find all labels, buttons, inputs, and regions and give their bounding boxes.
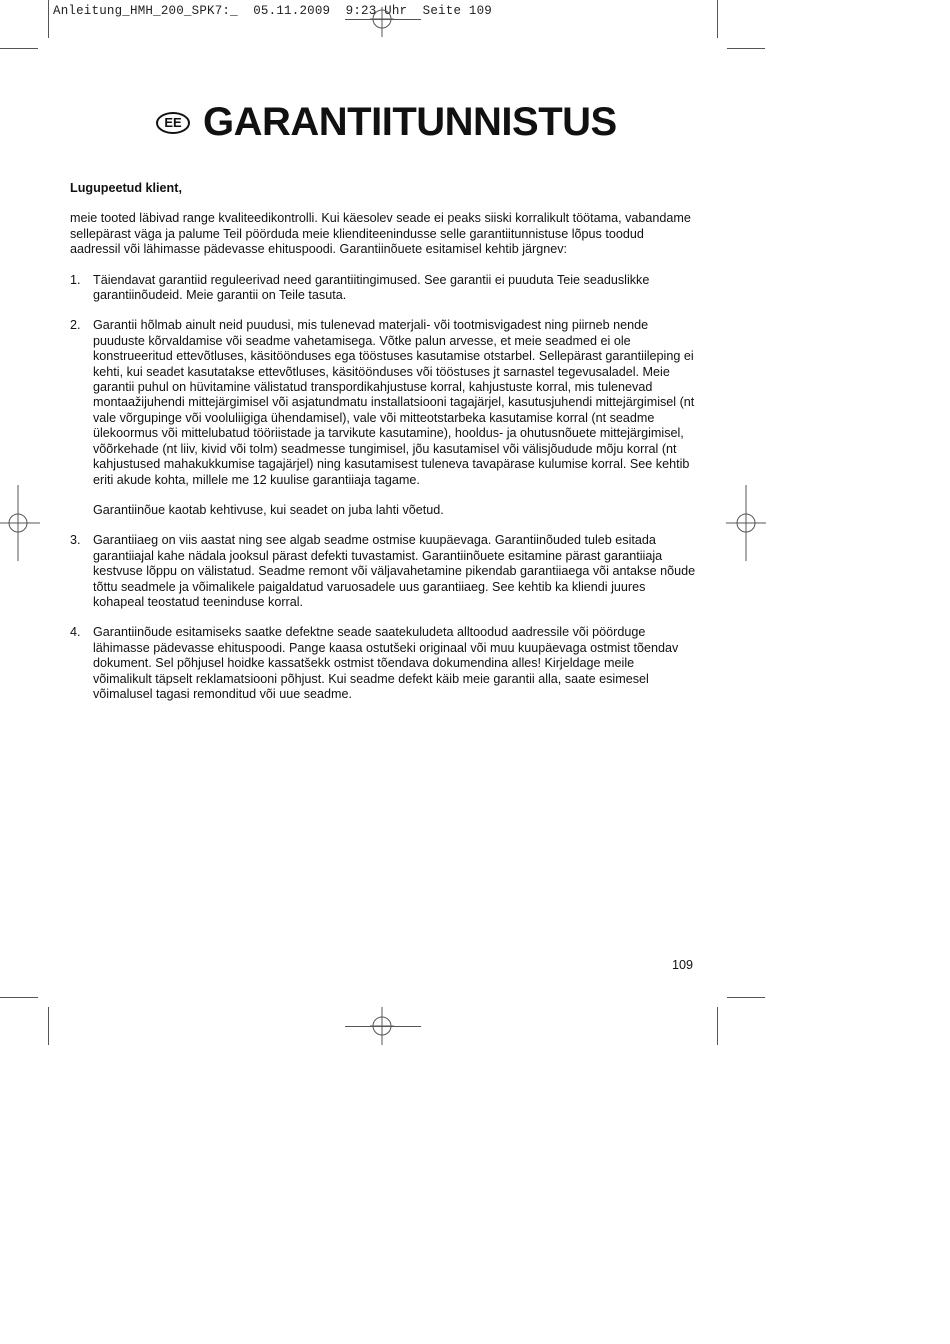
list-item-text: Garantiinõude esitamiseks saatke defektne seade saatekuludeta alltoodud aadressile või pöörduge lähimasse pädevasse ehituspoodi. Pange kaasa ostutšeki originaal või muu kuupäevaga ostmist tõendav dokument. Sel põhjusel hoidke kassatšekk ostmist tõendava dokumendina alles! Kirjeldage meile võimalikult täpselt reklamatsiooni põhjust. Kui seadme defekt käib meie garantii alla, saate esimesel võimalusel tagasi remonditud või uue seadme.	[93, 625, 679, 701]
intro-paragraph: meie tooted läbivad range kvaliteedikontrolli. Kui käesolev seade ei peaks siiski korralikult töötama, vabandame sellepärast väga ja palume Teil pöörduda meie klienditeenindusse selle garantiitunnistuse lõpus toodud aadressil või lähimasse pädevasse ehituspoodi. Garantiinõuete esitamisel kehtib järgnev:	[70, 211, 691, 257]
list-item	[70, 318, 696, 518]
crop-mark-bottom-left-vertical	[48, 1007, 49, 1045]
salutation: Lugupeetud klient,	[70, 181, 182, 195]
crop-mark-top-right-vertical	[717, 0, 718, 38]
list-item-text: Täiendavat garantiid reguleerivad need garantiitingimused. See garantii ei puuduta Teie seaduslikke garantiinõudeid. Meie garantii on Teile tasuta.	[93, 272, 650, 303]
crop-mark-bottom-right-vertical	[717, 1007, 718, 1045]
registration-target-right-icon	[726, 485, 766, 561]
page-title: GARANTIITUNNISTUS	[203, 100, 617, 144]
list-item-text: Garantiinõue kaotab kehtivuse, kui seadet on juba lahti võetud.	[93, 502, 444, 517]
document-body	[70, 181, 696, 717]
crop-mark-bottom-right-horizontal	[727, 997, 765, 998]
list-item	[70, 273, 696, 304]
page-number: 109	[672, 958, 694, 972]
registration-target-left-icon	[0, 485, 40, 561]
list-item-number: 2.	[70, 318, 81, 333]
registration-target-bottom-icon	[370, 1007, 394, 1045]
list-item	[70, 533, 696, 610]
list-item-text: Garantiiaeg on viis aastat ning see algab seadme ostmise kuupäevaga. Garantiinõuded tuleb esitada garantiiajal kahe nädala jooksul pärast defekti tuvastamist. Garantiinõuete esitamine pärast garantiiaja kestvuse lõppu on välistatud. Seadme remont või väljavahetamine pikendab garantiiaega või antakse nõude tõttu seadmele ja võimalikele paigaldatud varuosadele uus garantiiaeg. See kehtib ka kliendi juures kohapeal teostatud teeninduse korral.	[93, 533, 696, 609]
crop-mark-top-right-horizontal	[727, 48, 765, 49]
list-item-number: 3.	[70, 533, 81, 548]
crop-mark-top-left-vertical	[48, 0, 49, 38]
crop-mark-top-left-horizontal	[0, 48, 38, 49]
registration-target-top-icon	[370, 7, 394, 37]
print-slug: Anleitung_HMH_200_SPK7:_ 05.11.2009 9:23 Uhr Seite 109	[53, 4, 492, 18]
list-item-number: 1.	[70, 272, 81, 287]
list-item-number: 4.	[70, 625, 81, 640]
list-item	[70, 625, 696, 702]
crop-mark-bottom-left-horizontal	[0, 997, 38, 998]
language-badge: EE	[156, 112, 190, 134]
list-item-text: Garantii hõlmab ainult neid puudusi, mis tulenevad materjali- või tootmisvigadest ning piirneb nende puuduste kõrvaldamise või seadme vahetamisega. Võtke palun arvesse, et meie seadmed ei ole konstrueeritud ettevõtluses, käsitöönduses ega tööstuses kasutamise otstarbel. Sellepärast garantiileping ei kehti, kui seadet kasutatakse ettevõtluses, käsitöönduses või tööstuses jt sarnastel tegevusaladel. Meie garantii puhul on hüvitamine välistatud transpordikahjustuse korral, kahjustuste korral, mis tulenevad montaažijuhendi mittejärgimisel või asjatundmatu installatsiooni tagajärjel, kasutusjuhendi mittejärgimisel (nt vale võrgupinge või vooluliigiga ühendamisel), vale või mitteotstarbeka kasutamise korral (nt seadme ülekoormus või mittelubatud tööriistade ja tarvikute kasutamine), hooldus- ja ohutusnõuete mittejärgimisel, võõrkehade (nt liiv, kivid või tolm) seadmesse tungimisel, jõu kasutamisel või välisjõudude mõju korral (nt kahjustused mahakukkumise tagajärjel) ning kasutamisest tuleneva tavapärase kulumise korral. See kehtib eriti akude kohta, millele me 12 kuulise garantiiaja tagame.	[93, 318, 695, 487]
